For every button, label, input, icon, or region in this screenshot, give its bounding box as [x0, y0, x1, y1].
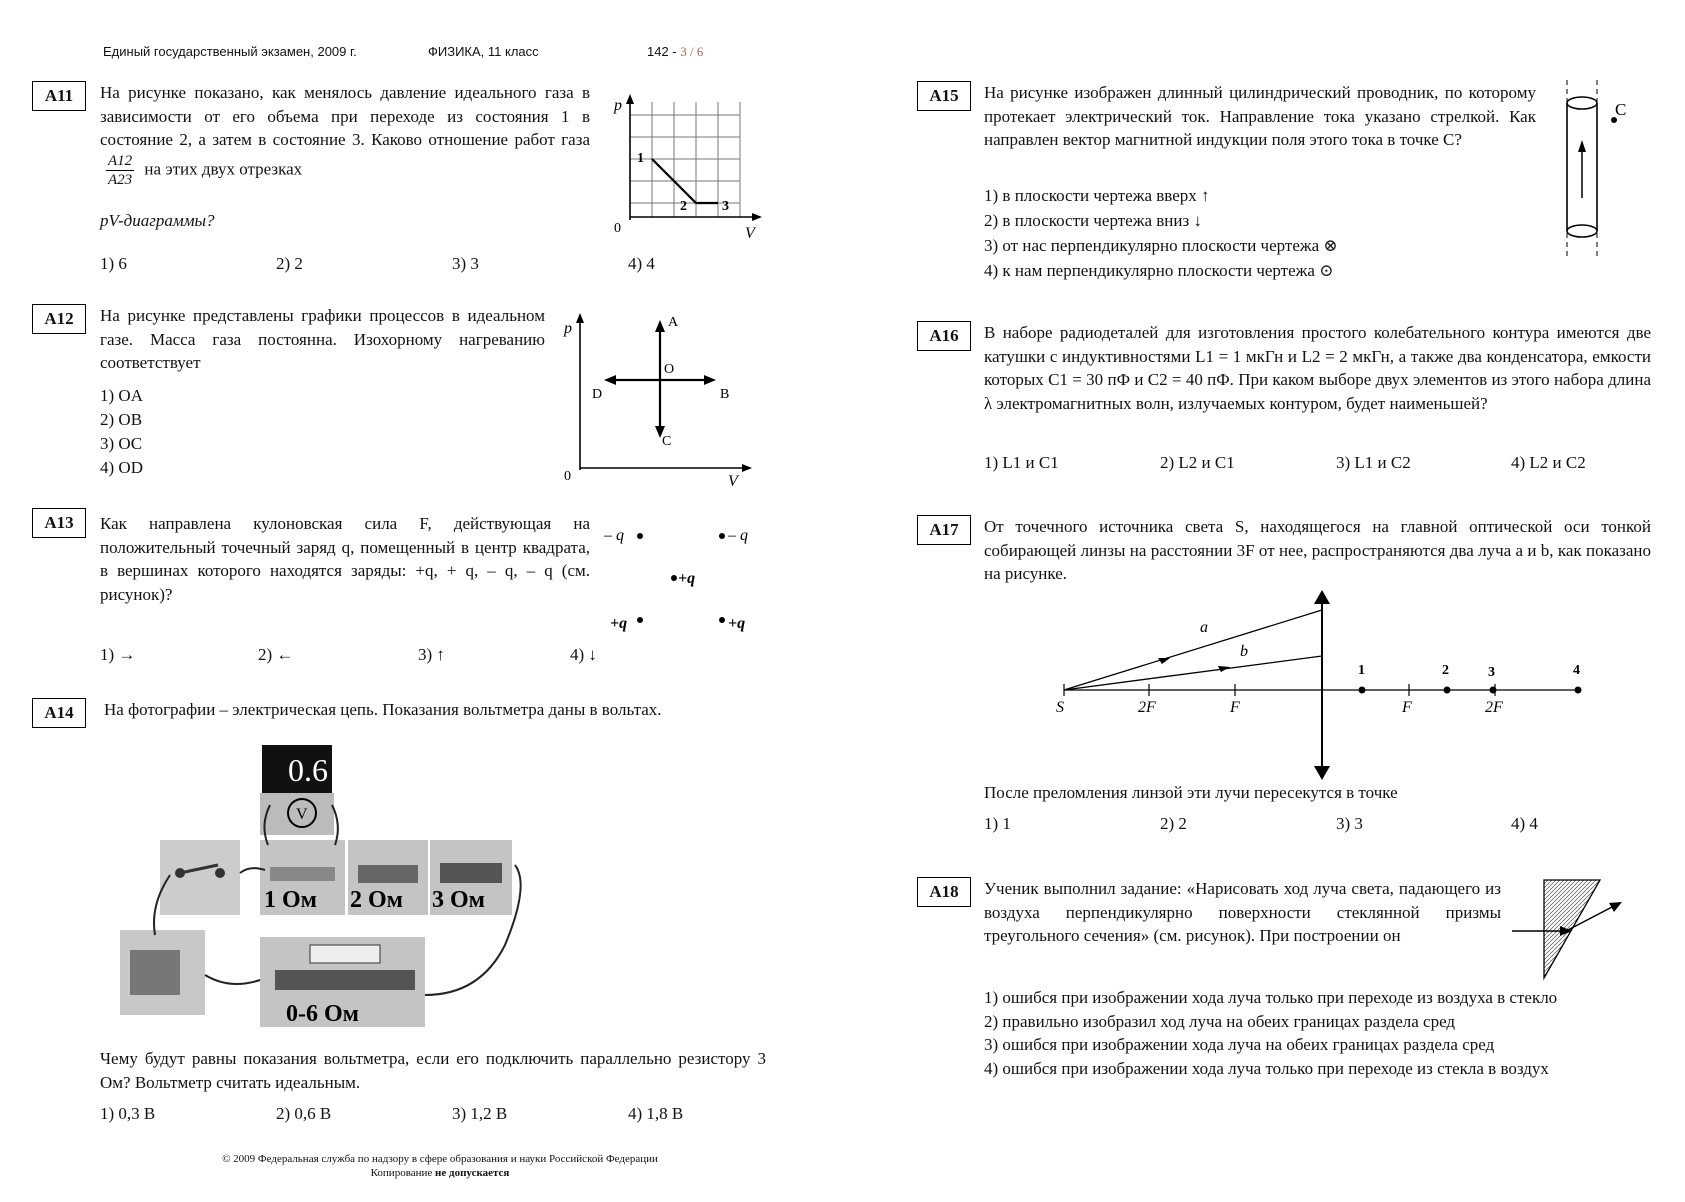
a11-state-3: 3: [722, 199, 729, 214]
a11-text-3: pV-диаграммы?: [100, 211, 215, 230]
header-subject: ФИЗИКА, 11 класс: [428, 44, 539, 59]
a18-option-3[interactable]: [984, 1033, 1654, 1057]
header-page: [647, 44, 703, 60]
a14-circuit-photo: [110, 745, 530, 1035]
a17-f-left: F: [1230, 699, 1240, 716]
a17-ray-a-label: a: [1200, 619, 1208, 636]
a17-ray-a: [1064, 610, 1322, 690]
a14-label: А14: [32, 698, 86, 728]
a11-option-2[interactable]: 2) 2: [276, 254, 303, 273]
a12-v-arrow: [742, 464, 752, 472]
a18-label: А18: [917, 877, 971, 907]
a12-zero: 0: [564, 469, 571, 484]
a12-point-b: B: [720, 387, 730, 402]
a17-ray-b-label: b: [1240, 643, 1248, 660]
a13-question: Как направлена кулоновская сила F, действующая на положительный точечный заряд q, помещенный в центр квадрата, в вершинах которого находятся заряды: +q, + q, – q, – q (см. рисунок)?: [100, 514, 590, 604]
a18-option-3-text: 3) ошибся при изображении хода луча на обеих границах раздела сред: [984, 1035, 1495, 1054]
a12-point-d: D: [592, 387, 603, 402]
a12-pv-graph: [560, 310, 760, 490]
a15-option-3[interactable]: 3) от нас перпендикулярно плоскости чертежа ⊗: [984, 236, 1338, 255]
a18-option-2[interactable]: [984, 1010, 1654, 1034]
a11-state-1: 1: [637, 151, 644, 166]
a15-conductor-figure: [1555, 78, 1635, 258]
a17-label: А17: [917, 515, 971, 545]
a17-option-4[interactable]: 4) 4: [1511, 814, 1538, 833]
a11-fraction: [106, 152, 134, 189]
a17-question-2: После преломления линзой эти лучи пересекутся в точке: [984, 783, 1398, 802]
a12-p-arrow: [576, 313, 584, 323]
a17-lens-top-arrow: [1314, 590, 1330, 604]
a14-option-4[interactable]: 4) 1,8 В: [628, 1104, 684, 1123]
a11-frac-den: A23: [108, 171, 133, 188]
a13-charge-tr-dot: [719, 533, 725, 539]
a11-option-4[interactable]: 4) 4: [628, 254, 655, 273]
a14-voltmeter-letter: V: [296, 806, 308, 823]
a17-2f-right: 2F: [1485, 699, 1503, 716]
a14-rheostat-label: 0-6 Ом: [286, 1001, 360, 1027]
a15-label: А15: [917, 81, 971, 111]
a11-text-1: На рисунке показано, как менялось давление идеального газа в зависимости от его объема при переходе из состояния 1 в состояние 2, а затем в состояние 3. Каково отношение работ газа: [100, 83, 590, 149]
footer-line-2: [120, 1166, 760, 1180]
a15-question: На рисунке изображен длинный цилиндрический проводник, по которому протекает электрический ток. Направление тока указано стрелкой. Как направлен вектор магнитной индукции поля этого тока в точке С?: [984, 83, 1536, 149]
a18-option-4-text: 4) ошибся при изображении хода луча только при переходе из стекла в воздух: [984, 1058, 1549, 1078]
a17-point-2: 2: [1442, 663, 1449, 678]
a12-question: На рисунке представлены графики процессов в идеальном газе. Масса газа постоянна. Изохорному нагреванию соответствует: [100, 306, 545, 372]
a13-charge-br-dot: [719, 617, 725, 623]
a11-v-arrow: [752, 213, 762, 221]
a16-option-3[interactable]: 3) L1 и C2: [1336, 453, 1411, 472]
a17-option-1[interactable]: 1) 1: [984, 814, 1011, 833]
a13-option-1[interactable]: 1) →: [100, 645, 136, 664]
header-page-num: 142 -: [647, 44, 681, 59]
a14-r3-label: 3 Ом: [432, 887, 486, 913]
footer-line-2a: Копирование: [370, 1167, 436, 1179]
footer: [120, 1152, 760, 1180]
a14-question-2: Чему будут равны показания вольтметра, если его подключить параллельно резистору 3 Ом? Вольтметр считать идеальным.: [100, 1049, 766, 1092]
a17-option-2[interactable]: 2) 2: [1160, 814, 1187, 833]
a17-point-3-dot: [1490, 687, 1497, 694]
a12-p-label: p: [564, 320, 572, 337]
a16-option-4[interactable]: 4) L2 и C2: [1511, 453, 1586, 472]
a12-point-o: O: [664, 362, 675, 377]
a11-p-arrow: [626, 94, 634, 104]
header-exam: Единый государственный экзамен, 2009 г.: [103, 44, 357, 59]
a13-charge-center-dot: [671, 575, 677, 581]
a18-option-1-text: 1) ошибся при изображении хода луча только при переходе из воздуха в стекло: [984, 988, 1558, 1007]
a13-charge-tl-dot: [637, 533, 643, 539]
a15-conductor-top: [1567, 97, 1597, 109]
a12-option-2[interactable]: 2) OB: [100, 410, 143, 429]
a11-text-2: на этих двух отрезках: [144, 158, 303, 178]
a17-point-4-dot: [1575, 687, 1582, 694]
a18-question: Ученик выполнил задание: «Нарисовать ход луча света, падающего из воздуха перпендикулярно поверхности стеклянной призмы треугольного сечения» (см. рисунок). При построении он: [984, 879, 1501, 945]
a17-point-1: 1: [1358, 663, 1365, 678]
a11-frac-num: A12: [108, 152, 133, 169]
a11-p-label: p: [614, 97, 622, 114]
a16-question: В наборе радиодеталей для изготовления простого колебательного контура имеются две катушки с индуктивностями L1 = 1 мкГн и L2 = 2 мкГн, а также два конденсатора, емкости которых C1 = 30 пФ и C2 = 40 пФ. При каком выборе двух элементов из этого набора длина λ электромагнитных волн, излучаемых контуром, будет наименьшей?: [984, 323, 1651, 413]
a13-charge-bl-dot: [637, 617, 643, 623]
a11-option-1[interactable]: 1) 6: [100, 254, 127, 273]
a15-option-4[interactable]: 4) к нам перпендикулярно плоскости чертежа ⊙: [984, 261, 1334, 280]
a13-option-2[interactable]: 2) ←: [258, 645, 294, 664]
a17-lens-bottom-arrow: [1314, 766, 1330, 780]
a14-voltmeter-reading: 0.6: [288, 752, 328, 788]
a15-point-c: C: [1615, 100, 1627, 119]
a18-options: [984, 986, 1654, 1080]
a17-point-2-dot: [1444, 687, 1451, 694]
a12-v-label: V: [728, 473, 738, 490]
a17-option-3[interactable]: 3) 3: [1336, 814, 1363, 833]
a15-conductor-bottom: [1567, 225, 1597, 237]
a14-question: На фотографии – электрическая цепь. Показания вольтметра даны в вольтах.: [104, 700, 662, 719]
a15-option-2[interactable]: 2) в плоскости чертежа вниз ↓: [984, 211, 1202, 230]
a12-arrow-a: [655, 320, 665, 332]
a13-charge-tr: – q: [728, 527, 748, 544]
a11-v-label: V: [745, 225, 755, 242]
a18-prism-figure: [1510, 878, 1630, 982]
a17-point-4: 4: [1573, 663, 1580, 678]
a16-option-1[interactable]: 1) L1 и C1: [984, 453, 1059, 472]
a12-option-1[interactable]: 1) OA: [100, 386, 143, 405]
a11-option-3[interactable]: 3) 3: [452, 254, 479, 273]
a17-f-right: F: [1402, 699, 1412, 716]
a18-option-4[interactable]: [984, 1057, 1654, 1081]
a14-r1-label: 1 Ом: [264, 887, 318, 913]
a17-lens-figure: [1050, 586, 1590, 782]
a18-option-1[interactable]: [984, 986, 1654, 1010]
a17-point-1-dot: [1359, 687, 1366, 694]
a17-source-label: S: [1056, 699, 1064, 716]
a14-r2-label: 2 Ом: [350, 887, 404, 913]
a13-label: А13: [32, 508, 86, 538]
a13-option-4[interactable]: 4) ↓: [570, 645, 597, 664]
a12-option-4[interactable]: 4) OD: [100, 458, 143, 477]
a13-charges-figure: [600, 520, 770, 640]
a11-label: А11: [32, 81, 86, 111]
a18-prism: [1544, 880, 1600, 978]
a14-option-1[interactable]: 1) 0,3 В: [100, 1104, 156, 1123]
a12-option-3[interactable]: 3) OC: [100, 434, 143, 453]
a14-option-2[interactable]: 2) 0,6 В: [276, 1104, 332, 1123]
footer-line-1: © 2009 Федеральная служба по надзору в сфере образования и науки Российской Федерации: [222, 1153, 658, 1165]
a13-charge-center: +q: [678, 570, 696, 587]
a13-option-3[interactable]: 3) ↑: [418, 645, 445, 664]
a12-label: А12: [32, 304, 86, 334]
a17-question: От точечного источника света S, находящегося на главной оптической оси тонкой собирающей линзы на расстоянии 3F от нее, распространяются два луча a и b, как показано на рисунке.: [984, 517, 1651, 583]
a17-2f-left: 2F: [1138, 699, 1156, 716]
a16-label: А16: [917, 321, 971, 351]
a17-ray-b: [1064, 656, 1322, 690]
a15-option-1[interactable]: 1) в плоскости чертежа вверх ↑: [984, 186, 1210, 205]
a12-arrow-d: [604, 375, 616, 385]
a18-option-2-text: 2) правильно изобразил ход луча на обеих границах раздела сред: [984, 1011, 1456, 1031]
a14-switch: [160, 840, 240, 915]
a13-charge-bl: +q: [610, 615, 628, 632]
a13-charge-tl: – q: [604, 527, 624, 544]
a12-point-a: A: [668, 315, 679, 330]
footer-line-2b: не допускается: [435, 1167, 510, 1179]
a16-option-2[interactable]: 2) L2 и C1: [1160, 453, 1235, 472]
a13-charge-br: +q: [728, 615, 746, 632]
a12-point-c: C: [662, 434, 672, 449]
a14-option-3[interactable]: 3) 1,2 В: [452, 1104, 508, 1123]
a17-point-3: 3: [1488, 665, 1495, 680]
a11-zero: 0: [614, 221, 621, 236]
a11-question: [100, 81, 590, 189]
a11-state-2: 2: [680, 199, 687, 214]
a12-arrow-b: [704, 375, 716, 385]
header-page-frac: 3 / 6: [680, 44, 704, 59]
a11-pv-graph: [600, 92, 770, 250]
